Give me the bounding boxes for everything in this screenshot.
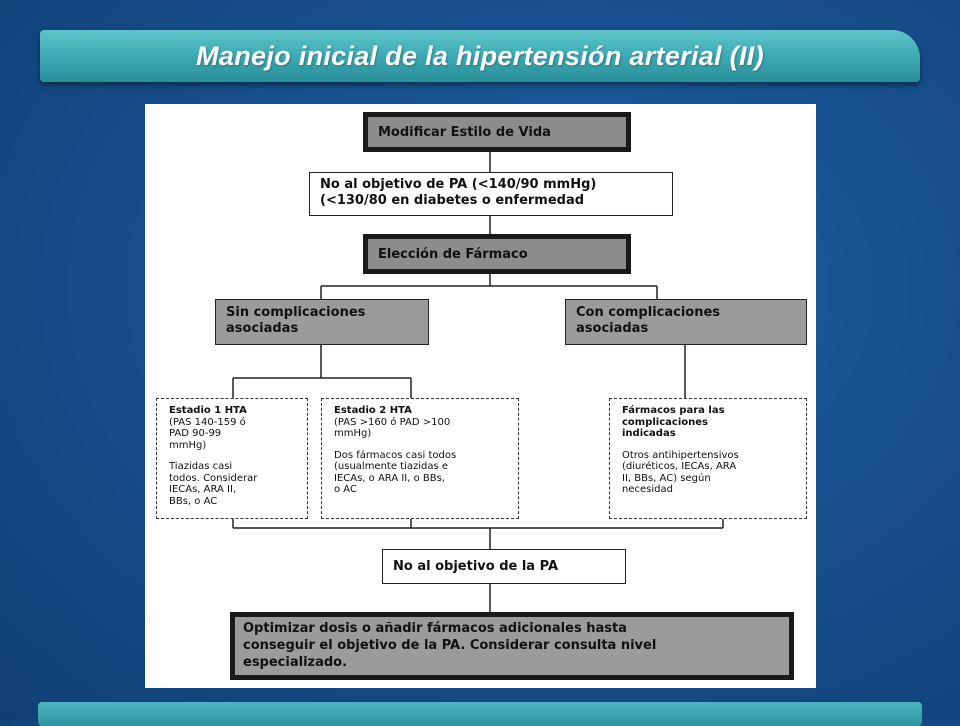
stage2-detail-2: mmHg) [334,428,372,439]
title-bar [40,30,920,82]
compelling-treatment-4: necesidad [622,484,673,495]
optimize-box [230,612,794,680]
stage2-box [321,398,519,519]
slide-title: Manejo inicial de la hipertensión arterial (II) [196,40,764,71]
compelling-title-1: Fármacos para las [622,405,725,416]
stage1-detail-2: PAD 90-99 [169,428,222,439]
stage1-detail-1: (PAS 140-159 ó [169,416,246,428]
with-complications-box [565,299,807,345]
compelling-treatment-2: (diuréticos, IECAs, ARA [622,461,737,472]
flowchart-panel [145,104,816,688]
optimize-line2: conseguir el objetivo de la PA. Considerar consulta nivel [243,638,657,653]
drug-choice-label: Elección de Fármaco [368,239,626,269]
stage1-title: Estadio 1 HTA [169,405,247,416]
optimize-line3: especializado. [243,655,348,670]
stage2-treatment-4: o AC [334,484,357,495]
stage2-treatment-2: (usualmente tiazidas e [334,461,449,472]
bp-goal-line2: (<130/80 en diabetes o enfermedad [320,193,585,208]
stage1-treatment-1: Tiazidas casi [169,461,233,472]
optimize-line1: Optimizar dosis o añadir fármacos adicionales hasta [243,621,627,636]
without-complications-line2: asociadas [226,321,299,336]
lifestyle-box [363,112,631,152]
with-complications-line2: asociadas [576,321,649,336]
stage1-box [156,398,308,519]
not-at-goal-label: No al objetivo de la PA [393,558,559,574]
bp-goal-box [309,172,673,216]
compelling-title-2: complicaciones [622,416,708,428]
stage2-detail-1: (PAS >160 ó PAD >100 [334,416,451,428]
compelling-indications-box [609,398,807,519]
stage1-detail-3: mmHg) [169,439,207,451]
stage1-treatment-2: todos. Considerar [169,472,258,484]
stage1-treatment-3: IECAs, ARA II, [169,484,237,495]
with-complications-line1: Con complicaciones [576,305,721,320]
compelling-treatment-3: II, BBs, AC) según [622,472,711,484]
not-at-goal-box [382,549,626,584]
stage2-treatment-1: Dos fármacos casi todos [334,449,457,461]
without-complications-line1: Sin complicaciones [226,305,366,320]
stage2-treatment-3: IECAs, o ARA II, o BBs, [334,472,446,484]
compelling-title-3: indicadas [622,428,676,439]
compelling-treatment-1: Otros antihipertensivos [622,449,739,461]
lifestyle-label: Modificar Estilo de Vida [368,117,626,147]
bp-goal-line1: No al objetivo de PA (<140/90 mmHg) [320,177,597,192]
bottom-bar [38,702,922,726]
drug-choice-box [363,234,631,274]
stage1-treatment-4: BBs, o AC [169,495,218,507]
without-complications-box [215,299,429,345]
stage2-title: Estadio 2 HTA [334,405,412,416]
